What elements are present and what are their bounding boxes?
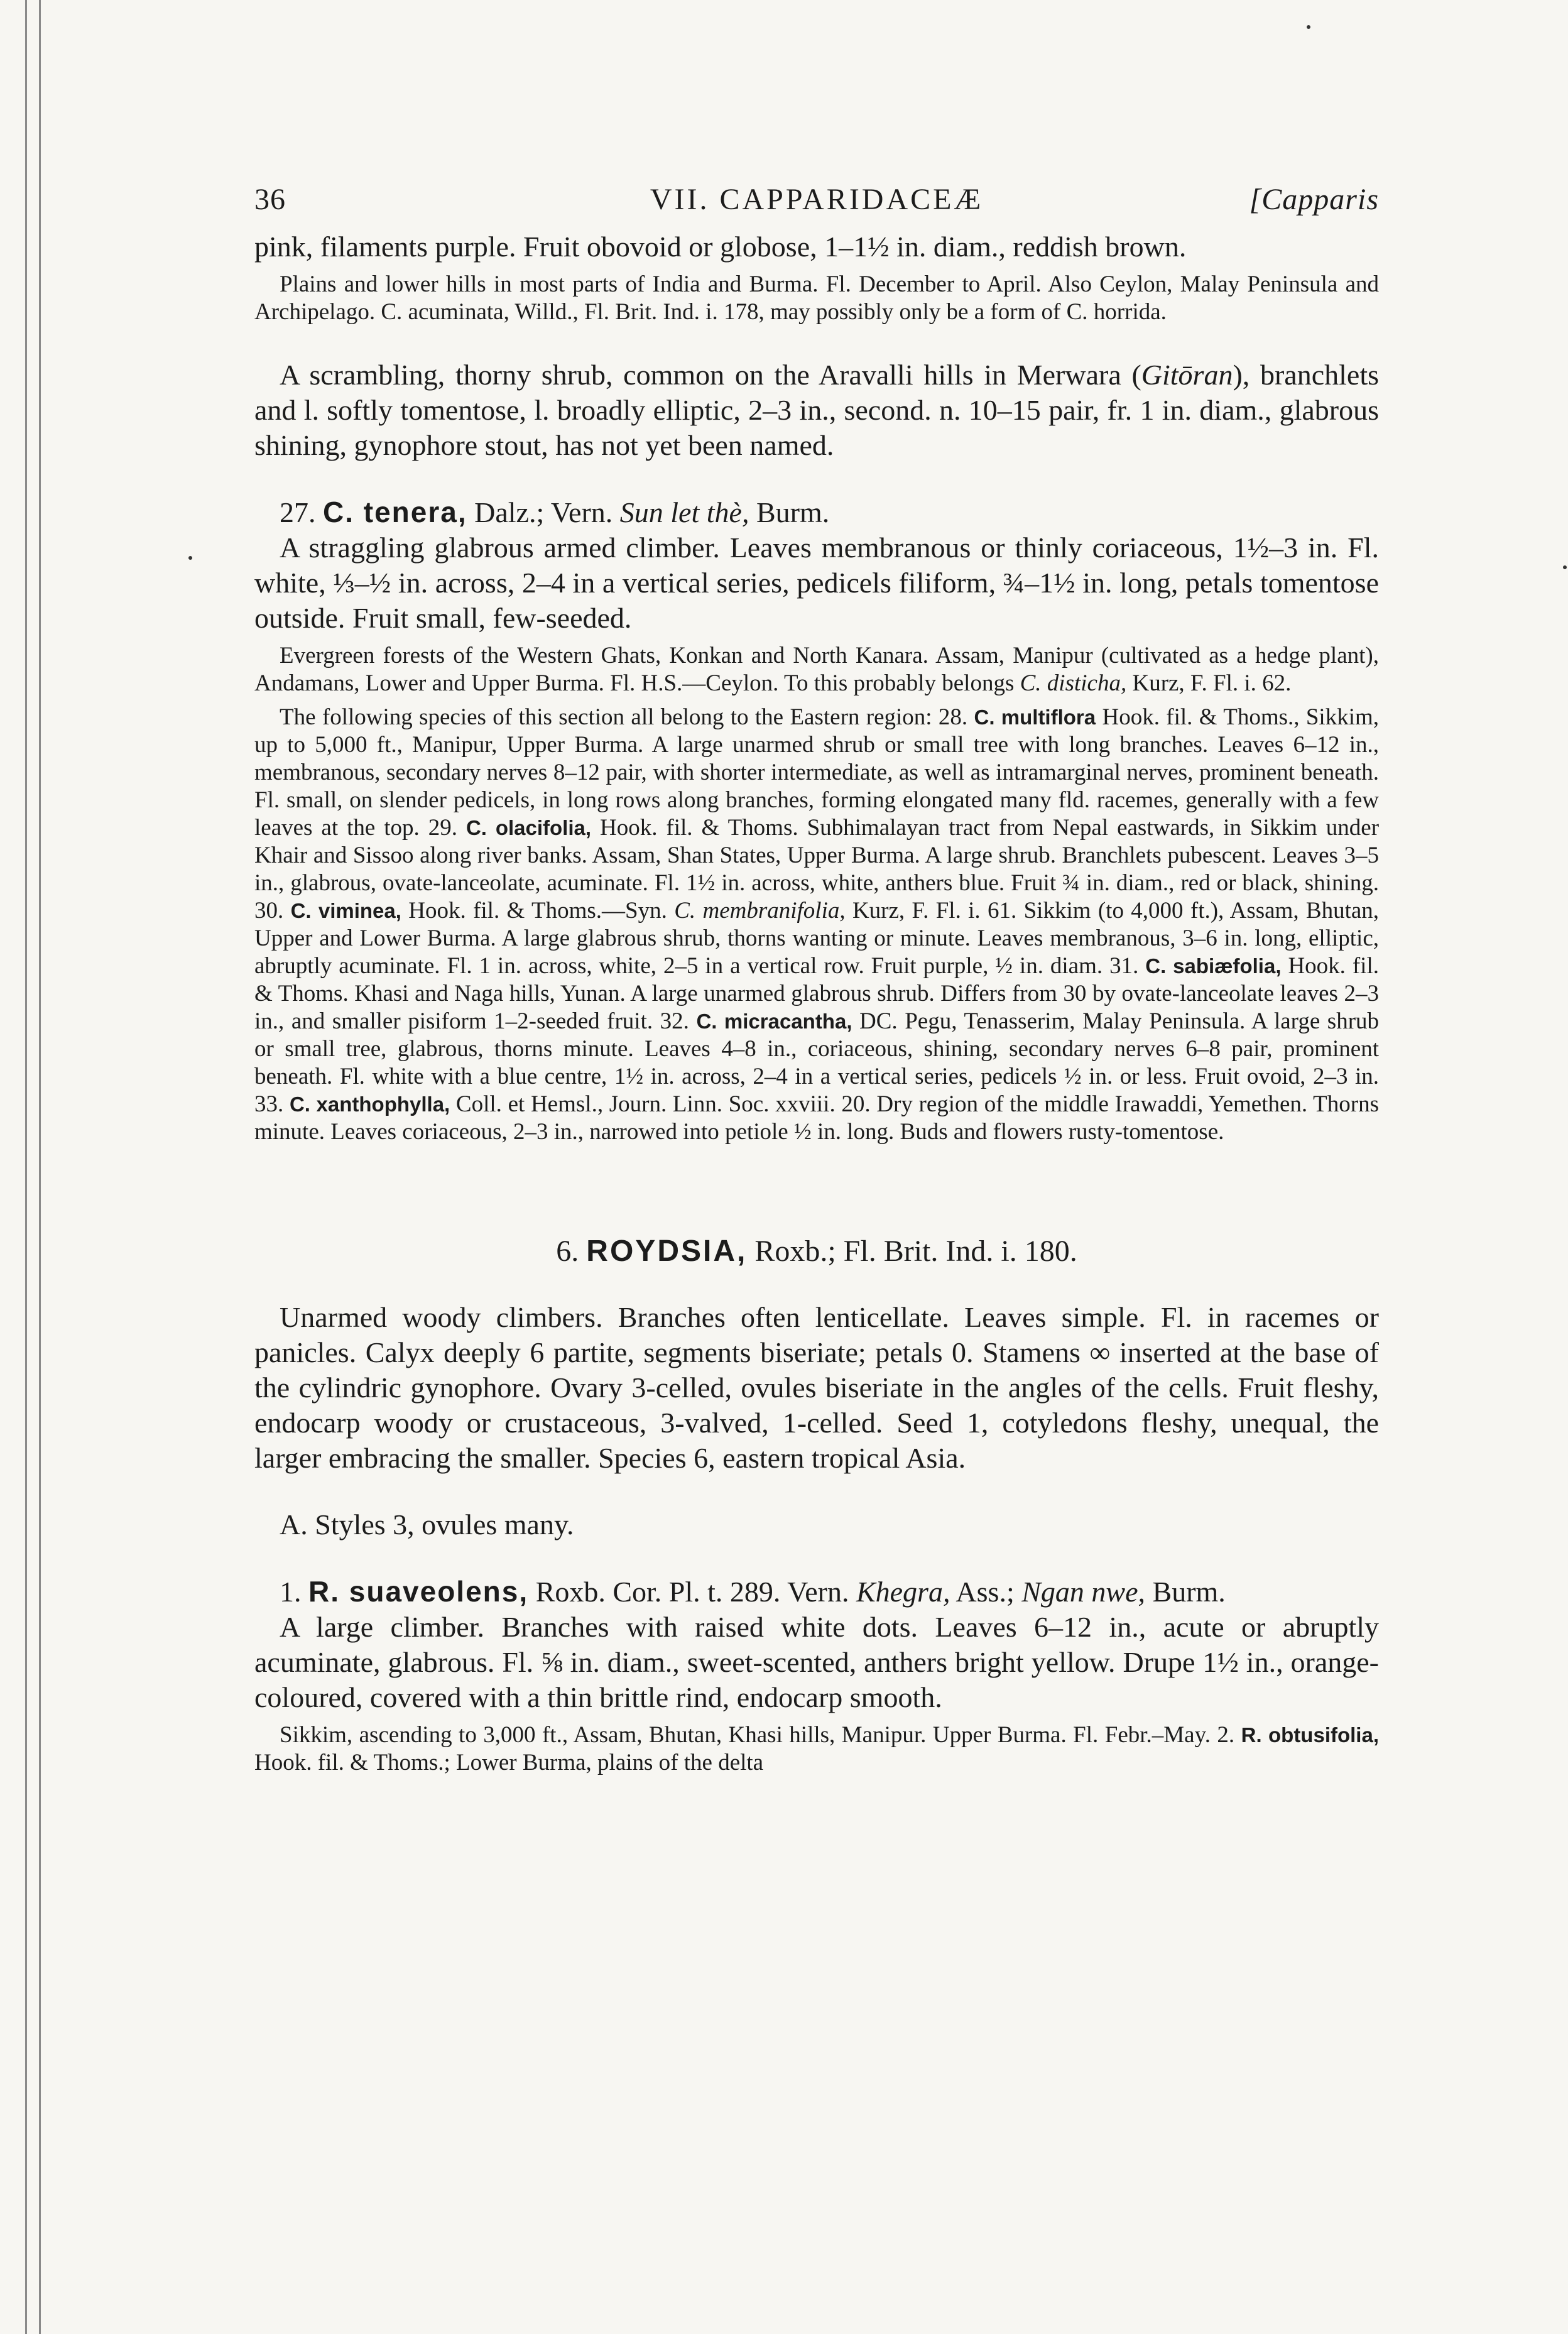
vernacular-region: Burm.	[1152, 1576, 1226, 1608]
synonym-name: C. disticha,	[1020, 670, 1127, 696]
eastern-species-note	[254, 704, 1379, 1146]
binding-edge-line	[25, 0, 27, 2334]
text-run: DC. Pegu, Tenasserim, Malay Peninsula. A large shrub or small tree, glabrous, thorns minute. Leaves 4–8 in., coriaceous, shining, secondary nerves 6–8 pair, prominent beneath. Fl. white with a blue centre, 1½ in. across, 2–4 in a vertical series, pedicels ½ in. or less. Fruit ovoid, 2–3 in. 33.	[254, 1008, 1380, 1117]
ink-speck	[1307, 25, 1310, 29]
species-heading-suaveolens	[254, 1574, 1379, 1610]
text-run: Hook. fil. & Thoms., Sikkim, up to 5,000 ft., Manipur, Upper Burma. A large unarmed shrub or small tree with long branches. Leaves 6–12 in., membranous, secondary nerves 8–12 pair, with shorter intermediate, as well as intramarginal nerves, prominent beneath. Fl. small, on slender pedicels, in long rows along branches, forming elongated many fld. racemes, generally with a few leaves at the top. 29.	[254, 704, 1380, 841]
species-name: R. obtusifolia,	[1241, 1723, 1379, 1747]
vernacular-name: Ngan nwe,	[1021, 1576, 1146, 1608]
species-name: R. suaveolens,	[308, 1575, 529, 1608]
text-run: Hook. fil. & Thoms. Subhimalayan tract from Nepal eastwards, in Sikkim under Khair and Sissoo along river banks. Assam, Shan States, Upper Burma. A large shrub. Branchlets pubescent. Leaves 3–5 in., glabrous, ovate-lanceolate, acuminate. Fl. 1½ in. across, white, anthers blue. Fruit ¾ in. diam., red or black, shining. 30.	[254, 815, 1380, 924]
species-name: C. sabiæfolia,	[1145, 954, 1282, 978]
ink-speck	[1563, 565, 1567, 569]
species-author: Roxb. Cor. Pl. t. 289. Vern.	[535, 1576, 849, 1608]
page-content	[254, 182, 1379, 1777]
scrambling-shrub-paragraph	[254, 357, 1379, 463]
species-description: A large climber. Branches with raised white dots. Leaves 6–12 in., acute or abruptly acuminate, glabrous. Fl. ⅝ in. diam., sweet-scented, anthers bright yellow. Drupe 1½ in., orange-coloured, covered with a thin brittle rind, endocarp smooth.	[254, 1611, 1379, 1713]
species-number: 27.	[280, 496, 316, 528]
species-description: A straggling glabrous armed climber. Leaves membranous or thinly coriaceous, 1½–3 in. Fl. white, ⅓–½ in. across, 2–4 in a vertical series, pedicels filiform, ¾–1½ in. long, petals tomentose outside. Fruit small, few-seeded.	[254, 532, 1379, 634]
text-run: Hook. fil. & Thoms.; Lower Burma, plains of the delta	[254, 1750, 764, 1775]
binding-edge-line	[39, 0, 41, 2334]
species-author: Dalz.; Vern.	[474, 496, 613, 528]
text-run: Hook. fil. & Thoms. Khasi and Naga hills, Yunan. A large unarmed glabrous shrub. Differs from 30 by ovate-lanceolate leaves 2–3 in., and smaller pisiform 1–2-seeded fruit. 32.	[254, 953, 1379, 1034]
ink-speck	[188, 556, 192, 560]
species-name: C. micracantha,	[696, 1010, 852, 1033]
text-run: Kurz, F. Fl. i. 62.	[1132, 670, 1292, 696]
text-run: Kurz, F. Fl. i. 61. Sikkim (to 4,000 ft.), Assam, Bhutan, Upper and Lower Burma. A large glabrous shrub, thorns wanting or minute. Leaves membranous, 3–6 in. long, elliptic, abruptly acuminate. Fl. 1 in. across, white, 2–5 in a vertical row. Fruit purple, ½ in. diam. 31.	[254, 898, 1380, 979]
vernacular-region: Ass.;	[956, 1576, 1015, 1608]
species-name: C. xanthophylla,	[289, 1093, 450, 1116]
vernacular-region: Burm.	[756, 496, 830, 528]
text-run: The following species of this section all belong to the Eastern region: 28.	[280, 704, 968, 730]
vernacular-name: Khegra,	[856, 1576, 950, 1608]
distribution-note: Plains and lower hills in most parts of India and Burma. Fl. December to April. Also Ceylon, Malay Peninsula and Archipelago. C. acuminata, Willd., Fl. Brit. Ind. i. 178, may possibly only be a form of C. horrida.	[254, 271, 1379, 325]
text-run: Coll. et Hemsl., Journ. Linn. Soc. xxviii. 20. Dry region of the middle Irawaddi, Yemethen. Thorns minute. Leaves coriaceous, 2–3 in., narrowed into petiole ½ in. long. Buds and flowers rusty-tomentose.	[254, 1091, 1380, 1145]
distribution-note	[254, 642, 1379, 697]
text-run: Evergreen forests of the Western Ghats, Konkan and North Kanara. Assam, Manipur (cultivated as a hedge plant), Andamans, Lower and Upper Burma. Fl. H.S.—Ceylon. To this probably belongs	[254, 643, 1379, 696]
species-name: C. multiflora	[974, 706, 1096, 729]
vernacular-name: Sun let thè,	[619, 496, 749, 528]
genus-heading-roydsia	[254, 1234, 1379, 1268]
text-run: ), branchlets and l. softly tomentose, l. broadly elliptic, 2–3 in., second. n. 10–15 pair, fr. 1 in. diam., glabrous shining, gynophore stout, has not yet been named.	[254, 359, 1379, 461]
page-number: 36	[254, 183, 286, 216]
species-heading-tenera	[254, 494, 1379, 530]
text-run: A scrambling, thorny shrub, common on the Aravalli hills in Merwara (	[280, 359, 1141, 391]
genus-name: ROYDSIA,	[586, 1235, 748, 1268]
text-run: Hook. fil. & Thoms.—Syn.	[408, 898, 667, 924]
key-entry: A. Styles 3, ovules many.	[280, 1508, 574, 1541]
continuation-paragraph: pink, filaments purple. Fruit obovoid or globose, 1–1½ in. diam., reddish brown.	[254, 231, 1187, 263]
vernacular-name: Gitōran	[1141, 359, 1233, 391]
species-number: 1.	[280, 1576, 302, 1608]
running-genus: [Capparis	[1249, 183, 1379, 216]
genus-author: Roxb.; Fl. Brit. Ind. i. 180.	[754, 1235, 1077, 1268]
species-name: C. olacifolia,	[466, 816, 592, 839]
running-header	[254, 182, 1379, 217]
synonym-name: C. membranifolia,	[674, 898, 846, 924]
genus-number: 6.	[556, 1235, 579, 1268]
genus-description: Unarmed woody climbers. Branches often lenticellate. Leaves simple. Fl. in racemes or panicles. Calyx deeply 6 partite, segments biseriate; petals 0. Stamens ∞ inserted at the base of the cylindric gynophore. Ovary 3-celled, ovules biseriate in the angles of the cells. Fruit fleshy, endocarp woody or crustaceous, 3-valved, 1-celled. Seed 1, cotyledons fleshy, unequal, the larger embracing the smaller. Species 6, eastern tropical Asia.	[254, 1301, 1379, 1474]
species-name: C. tenera,	[323, 496, 467, 528]
species-name: C. viminea,	[290, 899, 401, 922]
distribution-note	[254, 1721, 1379, 1777]
running-title: VII. CAPPARIDACEÆ	[650, 183, 984, 216]
text-run: Sikkim, ascending to 3,000 ft., Assam, Bhutan, Khasi hills, Manipur. Upper Burma. Fl. Febr.–May. 2.	[280, 1722, 1235, 1748]
